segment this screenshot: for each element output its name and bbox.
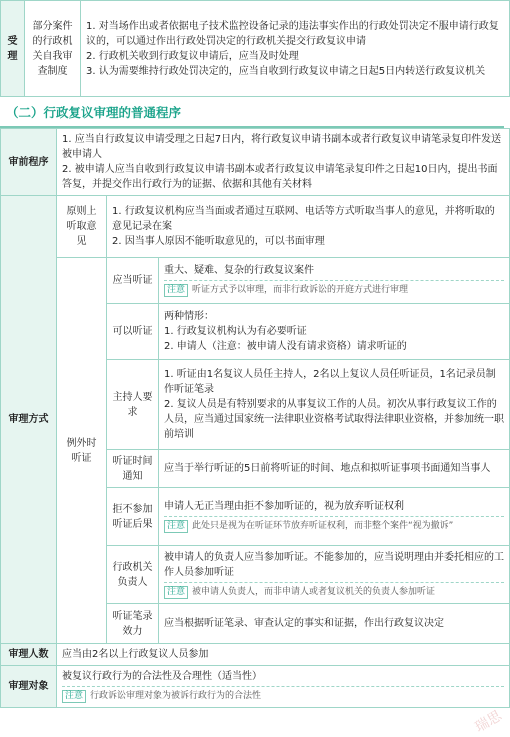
row-label: 拒不参加听证后果 (107, 488, 159, 546)
row-text: 申请人无正当理由拒不参加听证的，视为放弃听证权利 (164, 501, 404, 512)
note-text: 听证方式予以审理，而非行政诉讼的开庭方式进行审理 (192, 285, 409, 295)
row-label: 主持人要求 (107, 360, 159, 450)
row-text: 被申请人的负责人应当参加听证。不能参加的，应当说明理由并委托相应的工作人员参加听证 (164, 551, 504, 578)
object-content (57, 666, 510, 708)
section-title: （二）行政复议审理的普通程序 (0, 97, 504, 128)
row-content (159, 360, 510, 450)
object-text: 被复议行政行为的合法性及合理性（适当性） (62, 671, 262, 682)
pre-trial-item: 2. 被申请人应当自收到行政复议申请书副本或者行政复议申请笔录复印件之日起10日内，提出书面答复，并提交作出行政行为的证据、依据和其他有关材料 (62, 164, 498, 190)
principle-item: 2. 因当事人原因不能听取意见的，可以书面审理 (112, 236, 325, 247)
acceptance-label: 受理 (1, 1, 25, 97)
note-tag: 注意 (62, 690, 86, 703)
note-text: 此处只是视为在听证环节放弃听证权利，而非整个案件“视为撤诉” (192, 521, 454, 531)
self-review-item: 3. 认为需要维持行政处罚决定的，应当自收到行政复议申请之日起5日内转送行政复议机关 (86, 65, 486, 77)
watermark: 瑞思 (472, 707, 505, 736)
personnel-label: 审理人数 (1, 644, 57, 666)
row-text: 2. 申请人（注意：被申请人没有请求资格）请求听证的 (164, 341, 407, 352)
row-text: 两种情形： (164, 311, 214, 322)
note-tag: 注意 (164, 284, 188, 297)
principle-item: 1. 行政复议机构应当当面或者通过互联网、电话等方式听取当事人的意见，并将听取的意见记录在案 (112, 206, 495, 232)
method-label: 审理方式 (1, 196, 57, 644)
row-content (159, 450, 510, 488)
note (164, 280, 504, 298)
pre-trial-label: 审前程序 (1, 129, 57, 196)
note-tag: 注意 (164, 586, 188, 599)
object-label: 审理对象 (1, 666, 57, 708)
row-content (159, 546, 510, 604)
row-label: 听证笔录效力 (107, 604, 159, 644)
note-tag: 注意 (164, 520, 188, 533)
self-review-item: 2. 行政机关收到行政复议申请后，应当及时处理 (86, 50, 299, 62)
principle-label: 原则上听取意见 (57, 196, 107, 258)
exception-label: 例外时听证 (57, 258, 107, 644)
self-review-item: 1. 对当场作出或者依据电子技术监控设备记录的违法事实作出的行政处罚决定不服申请行政复议的，可以通过作出行政处罚决定的行政机关提交行政复议申请 (86, 20, 499, 47)
row-label: 听证时间通知 (107, 450, 159, 488)
row-label: 行政机关负责人 (107, 546, 159, 604)
row-text: 1. 行政复议机构认为有必要听证 (164, 326, 307, 337)
row-text: 应当于举行听证的5日前将听证的时间、地点和拟听证事项书面通知当事人 (164, 463, 491, 474)
row-content (159, 604, 510, 644)
row-content (159, 304, 510, 360)
row-label: 应当听证 (107, 258, 159, 304)
note-text: 行政诉讼审理对象为被诉行政行为的合法性 (90, 691, 262, 701)
pre-trial-item: 1. 应当自行政复议申请受理之日起7日内，将行政复议申请书副本或者行政复议申请笔录复印件发送被申请人 (62, 134, 502, 160)
row-text: 应当根据听证笔录、审查认定的事实和证据，作出行政复议决定 (164, 618, 444, 629)
row-text: 重大、疑难、复杂的行政复议案件 (164, 265, 314, 276)
row-text: 2. 复议人员是有特别要求的从事复议工作的人员。初次从事行政复议工作的人员，应当通过国家统一法律职业资格考试取得法律职业资格，并参加统一职前培训 (164, 399, 504, 440)
note-text: 被申请人负责人，而非申请人或者复议机关的负责人参加听证 (192, 586, 436, 597)
note (62, 686, 504, 704)
principle-content (107, 196, 510, 258)
row-content (159, 258, 510, 304)
self-review-content (81, 1, 510, 97)
note (164, 582, 504, 600)
pre-trial-content (57, 129, 510, 196)
self-review-label: 部分案件的行政机关自我审查制度 (25, 1, 81, 97)
note (164, 516, 504, 534)
row-label: 可以听证 (107, 304, 159, 360)
top-table (0, 0, 510, 97)
procedure-table (0, 128, 510, 708)
personnel-content: 应当由2名以上行政复议人员参加 (57, 644, 510, 666)
row-text: 1. 听证由1名复议人员任主持人，2名以上复议人员任听证员，1名记录员制作听证笔录 (164, 369, 496, 395)
row-content (159, 488, 510, 546)
